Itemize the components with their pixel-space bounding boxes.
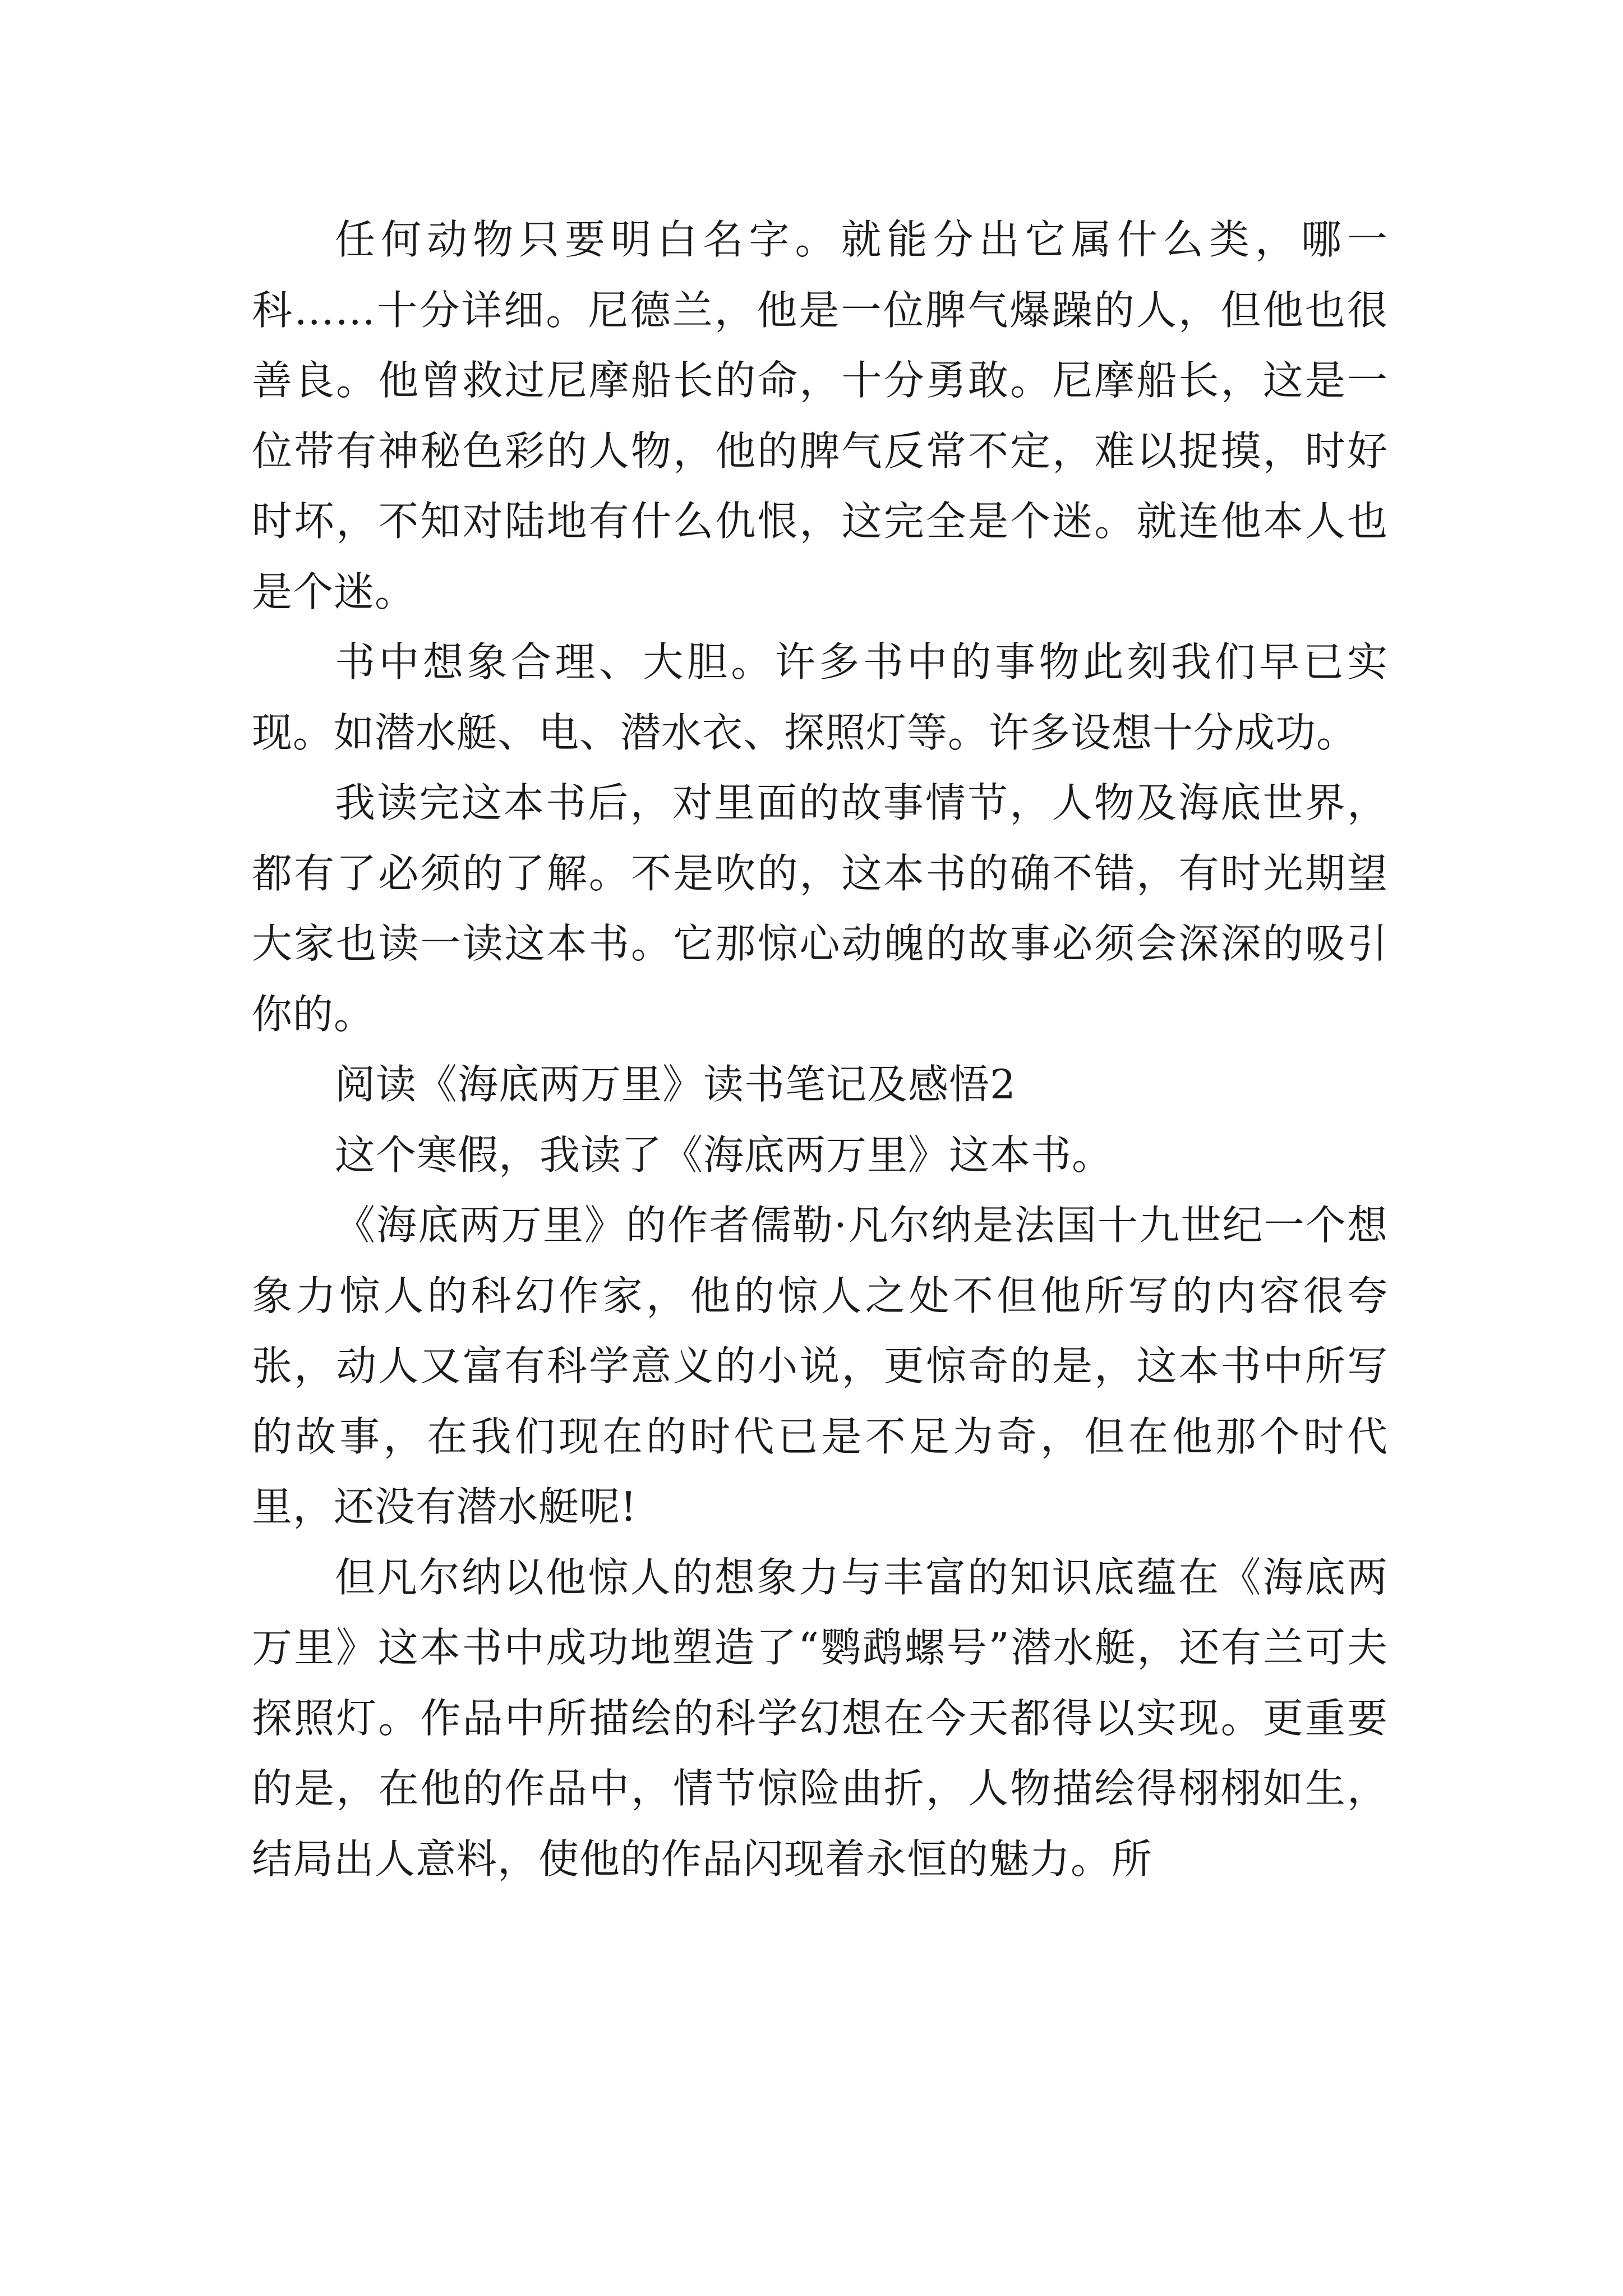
paragraph-nautilus: 但凡尔纳以他惊人的想象力与丰富的知识底蕴在《海底两万里》这本书中成功地塑造了“鹦鹉螺号”潜水艇，还有兰可夫探照灯。作品中所描绘的科学幻想在今天都得以实现。更重要的是，在他的作品中，情节惊险曲折，人物描绘得栩栩如生，结局出人意料，使他的作品闪现着永恒的魅力。所 (252, 1553, 1388, 1883)
paragraph-imagination: 书中想象合理、大胆。许多书中的事物此刻我们早已实现。如潜水艇、电、潜水衣、探照灯等。许多设想十分成功。 (252, 638, 1388, 756)
paragraph-winter-break: 这个寒假，我读了《海底两万里》这本书。 (335, 1131, 1113, 1179)
body-text (252, 205, 1388, 1894)
paragraph-after-reading: 我读完这本书后，对里面的故事情节，人物及海底世界，都有了必须的了解。不是吹的，这本书的确不错，有时光期望大家也读一读这本书。它那惊心动魄的故事必须会深深的吸引你的。 (252, 779, 1388, 1038)
paragraph-animal-classification: 任何动物只要明白名字。就能分出它属什么类，哪一科……十分详细。尼德兰，他是一位脾气爆躁的人，但他也很善良。他曾救过尼摩船长的命，十分勇敢。尼摩船长，这是一位带有神秘色彩的人物，他的脾气反常不定，难以捉摸，时好时坏，不知对陆地有什么仇恨，这完全是个迷。就连他本人也是个迷。 (252, 216, 1388, 615)
section-heading: 阅读《海底两万里》读书笔记及感悟2 (335, 1061, 1016, 1108)
paragraph-author: 《海底两万里》的作者儒勒·凡尔纳是法国十九世纪一个想象力惊人的科幻作家，他的惊人之处不但他所写的内容很夸张，动人又富有科学意义的小说，更惊奇的是，这本书中所写的故事，在我们现在的时代已是不足为奇，但在他那个时代里，还没有潜水艇呢! (252, 1202, 1388, 1530)
